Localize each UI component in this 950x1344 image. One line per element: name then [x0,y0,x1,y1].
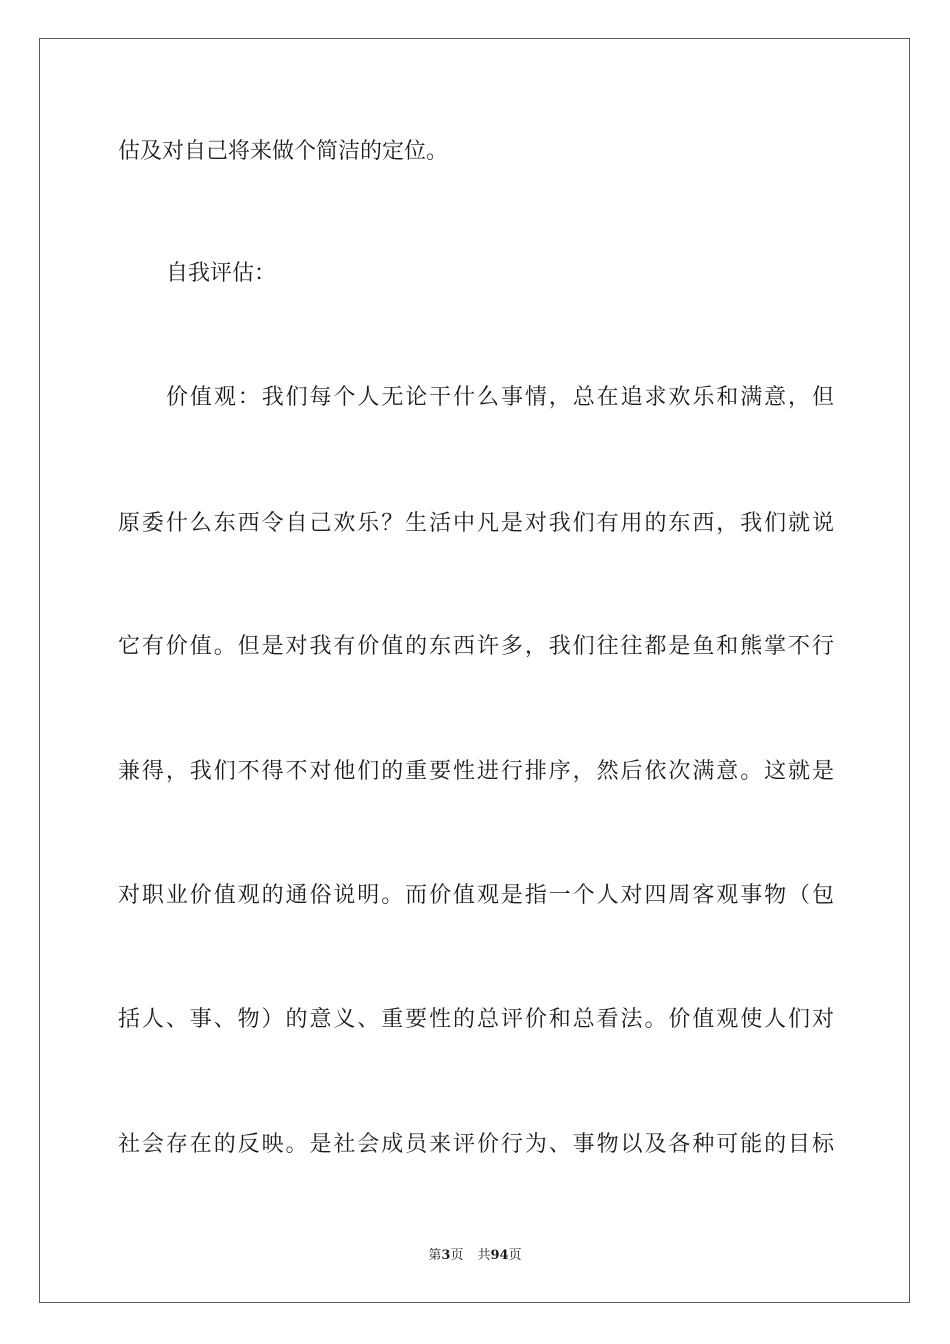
total-prefix: 共 [477,1248,491,1263]
page-number: 3 [441,1248,451,1263]
page-prefix: 第 [428,1248,442,1263]
text-line: 价值观：我们每个人无论干什么事情，总在追求欢乐和满意，但 [166,385,834,410]
page-suffix: 页 [450,1248,464,1263]
page-border [39,38,910,1303]
total-suffix: 页 [508,1248,522,1263]
section-heading: 自我评估： [166,261,277,286]
text-line: 估及对自己将来做个简洁的定位。 [118,139,449,164]
text-line: 原委什么东西令自己欢乐？生活中凡是对我们有用的东西，我们就说 [118,511,834,536]
text-line: 社会存在的反映。是社会成员来评价行为、事物以及各种可能的目标 [118,1132,834,1157]
text-line: 它有价值。但是对我有价值的东西许多，我们往往都是鱼和熊掌不行 [118,634,834,659]
text-line: 括人、事、物）的意义、重要性的总评价和总看法。价值观使人们对 [118,1007,834,1032]
page-footer [0,1247,950,1265]
total-pages: 94 [490,1248,509,1263]
text-line: 兼得，我们不得不对他们的重要性进行排序，然后依次满意。这就是 [118,759,834,784]
text-line: 对职业价值观的通俗说明。而价值观是指一个人对四周客观事物（包 [118,883,834,908]
